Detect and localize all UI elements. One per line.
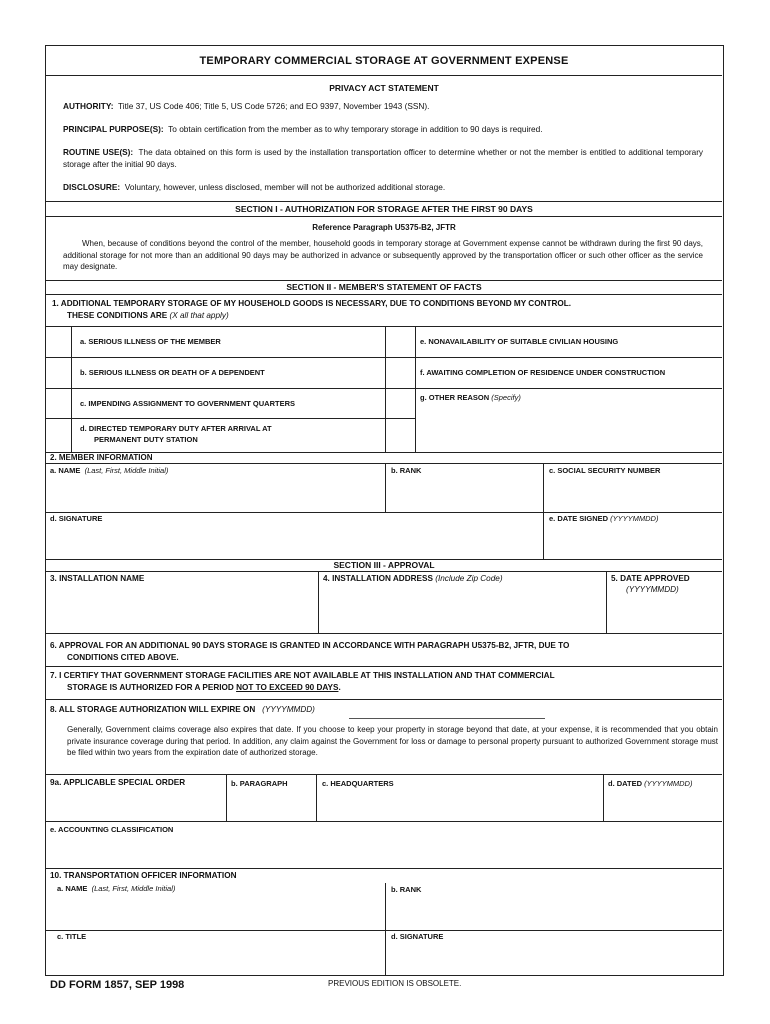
installation-address-note: (Include Zip Code) [435,574,503,583]
condition-b: b. SERIOUS ILLNESS OR DEATH OF A DEPENDENT [80,368,265,377]
date-signed-note: (YYYYMMDD) [610,514,659,523]
form-number: DD FORM 1857, SEP 1998 [50,979,185,991]
divider [46,571,722,572]
checkbox-d[interactable] [46,419,71,452]
item1-line2-text: THESE CONDITIONS ARE [67,311,168,320]
item9d-note: (YYYYMMDD) [644,779,693,788]
divider [318,571,319,633]
divider [46,201,722,202]
divider [71,326,72,452]
divider [46,463,722,464]
officer-name-note: (Last, First, Middle Initial) [91,884,176,893]
authority-text: Title 37, US Code 406; Title 5, US Code 5726; and EO 9397, November 1943 (SSN). [118,101,430,111]
checkbox-g[interactable] [386,389,415,452]
divider [226,774,227,821]
officer-title-input[interactable] [48,944,383,974]
divider [46,774,722,775]
form-title: TEMPORARY COMMERCIAL STORAGE AT GOVERNMENT EXPENSE [199,55,569,67]
divider [46,930,722,931]
condition-e: e. NONAVAILABILITY OF SUITABLE CIVILIAN HOUSING [420,337,619,346]
divider [46,388,415,389]
officer-rank-label: b. RANK [391,885,422,894]
officer-name-input[interactable] [48,896,383,928]
date-approved-note-text: (YYYYMMDD) [626,585,679,594]
officer-name-text: a. NAME [57,884,88,893]
date-approved-input[interactable] [608,598,720,631]
item1-note: (X all that apply) [169,311,229,320]
item7-line2-text: STORAGE IS AUTHORIZED FOR A PERIOD [67,683,234,692]
item7-underlined: NOT TO EXCEED 90 DAYS [236,683,339,692]
date-signed-label [549,514,658,524]
date-approved-label: 5. DATE APPROVED [611,574,690,583]
officer-rank-input[interactable] [387,896,720,928]
divider [46,418,415,419]
installation-address-input[interactable] [320,588,604,631]
disclosure-text: Voluntary, however, unless disclosed, member will not be authorized additional storage. [124,182,446,192]
member-signature-label: d. SIGNATURE [50,514,103,523]
privacy-heading: PRIVACY ACT STATEMENT [329,83,439,93]
item9a-label: 9a. APPLICABLE SPECIAL ORDER [50,778,186,787]
disclosure-row [63,182,445,193]
item8-label [50,705,315,715]
item1-line2 [67,311,229,321]
special-order-input[interactable] [48,791,224,819]
officer-signature-field[interactable] [387,944,720,974]
installation-address-text: 4. INSTALLATION ADDRESS [323,574,433,583]
checkbox-c[interactable] [46,389,71,418]
authority-label: AUTHORITY: [63,101,114,111]
divider [46,357,415,358]
item9c-label: c. HEADQUARTERS [322,779,394,788]
routine-row [63,147,703,170]
installation-name-input[interactable] [48,588,316,631]
item7-line2 [67,683,341,693]
disclosure-label: DISCLOSURE: [63,182,121,192]
member-name-note: (Last, First, Middle Initial) [84,466,169,475]
date-signed-input[interactable] [545,526,720,558]
item8-text: Generally, Government claims coverage also expires that date. If you choose to keep your property in storage beyond that date, at your expense, it is recommended that you obtain private insurance coverage during that period. In addition, any claim against the Government for loss or damage to personal property pursuant to authorized Government storage must be filed within two years from the expiration date of authorized storage. [67,725,718,757]
member-rank-input[interactable] [387,478,542,510]
divider [46,75,722,76]
purpose-label: PRINCIPAL PURPOSE(S): [63,124,164,134]
divider [46,666,722,667]
divider [46,699,722,700]
item9e-label: e. ACCOUNTING CLASSIFICATION [50,825,174,834]
item8-note: (YYYYMMDD) [262,705,315,714]
item1-line1: 1. ADDITIONAL TEMPORARY STORAGE OF MY HOUSEHOLD GOODS IS NECESSARY, DUE TO CONDITIONS BEYOND MY CONTROL. [52,299,572,308]
section3-heading: SECTION III - APPROVAL [333,560,435,570]
form-frame [45,45,724,976]
officer-name-label [57,884,175,894]
purpose-row [63,124,543,135]
authority-row [63,101,429,112]
officer-title-label: c. TITLE [57,932,87,941]
purpose-text: To obtain certification from the member as to why temporary storage in addition to 90 days is required. [168,124,543,134]
section2-heading: SECTION II - MEMBER'S STATEMENT OF FACTS [286,282,482,292]
item9d-text: d. DATED [608,779,643,788]
paragraph-input[interactable] [228,791,314,819]
item8-label-text: 8. ALL STORAGE AUTHORIZATION WILL EXPIRE ON [50,705,256,714]
date-approved-note [626,585,679,595]
checkbox-b[interactable] [46,358,71,388]
condition-d-line1: d. DIRECTED TEMPORARY DUTY AFTER ARRIVAL AT [80,424,272,433]
condition-f: f. AWAITING COMPLETION OF RESIDENCE UNDER CONSTRUCTION [420,368,666,377]
member-ssn-label: c. SOCIAL SECURITY NUMBER [549,466,661,475]
edition-note: PREVIOUS EDITION IS OBSOLETE. [328,979,462,988]
installation-address-label [323,574,503,584]
installation-name-label: 3. INSTALLATION NAME [50,574,145,583]
condition-g-text: g. OTHER REASON [420,393,490,402]
condition-c: c. IMPENDING ASSIGNMENT TO GOVERNMENT QUARTERS [80,399,296,408]
member-ssn-input[interactable] [545,478,720,510]
divider [385,463,386,512]
date-signed-text: e. DATE SIGNED [549,514,609,523]
item6-line2: CONDITIONS CITED ABOVE. [67,653,179,662]
section1-heading: SECTION I - AUTHORIZATION FOR STORAGE AFTER THE FIRST 90 DAYS [235,204,533,214]
item6-line1: 6. APPROVAL FOR AN ADDITIONAL 90 DAYS STORAGE IS GRANTED IN ACCORDANCE WITH PARAGRAPH U5375-B2, JFTR, DUE TO [50,641,570,650]
member-rank-label: b. RANK [391,466,422,475]
divider [46,512,722,513]
member-name-input[interactable] [48,478,384,510]
condition-d-line2: PERMANENT DUTY STATION [94,435,198,444]
accounting-classification-input[interactable] [48,838,720,866]
item9d-label [608,779,692,789]
checkbox-f[interactable] [386,358,415,388]
condition-a: a. SERIOUS ILLNESS OF THE MEMBER [80,337,221,346]
divider [46,280,722,281]
member-signature-field[interactable] [48,526,542,558]
divider [543,463,544,559]
officer-signature-label: d. SIGNATURE [391,932,444,941]
routine-text: The data obtained on this form is used by the installation transportation officer to determine whether or not the member is entitled to additional temporary storage after the initial 90 days. [63,148,704,169]
divider [46,821,722,822]
headquarters-input[interactable] [318,791,601,819]
member-name-label [50,466,168,476]
member-name-text: a. NAME [50,466,81,475]
divider [606,571,607,633]
item10-heading: 10. TRANSPORTATION OFFICER INFORMATION [50,871,237,880]
checkbox-e[interactable] [386,327,415,357]
checkbox-a[interactable] [46,327,71,357]
divider [46,216,722,217]
item7-end: . [338,683,341,692]
section1-reference: Reference Paragraph U5375-B2, JFTR [312,223,456,232]
divider [46,294,722,295]
divider [385,357,722,358]
divider [385,883,386,975]
divider [46,326,722,327]
section1-text: When, because of conditions beyond the control of the member, household goods in temporary storage at Government expense cannot be withdrawn during the first 90 days, additional storage for not more than an additional 90 days may be authorized in advance or subsequently approved by the transportation officer or such other officer as the service may designate. [63,239,703,271]
divider [385,388,722,389]
condition-g-note: (Specify) [491,393,521,402]
routine-label: ROUTINE USE(S): [63,148,134,157]
member-info-heading: 2. MEMBER INFORMATION [50,453,153,462]
divider [46,868,722,869]
other-reason-field[interactable] [418,404,720,450]
dated-input[interactable] [605,791,720,819]
expiration-date-input[interactable] [349,703,545,719]
divider [603,774,604,821]
item9b-label: b. PARAGRAPH [231,779,288,788]
condition-g [420,393,521,403]
item7-line1: 7. I CERTIFY THAT GOVERNMENT STORAGE FACILITIES ARE NOT AVAILABLE AT THIS INSTALLATION AND THAT COMMERCIAL [50,671,555,680]
divider [316,774,317,821]
divider [415,326,416,452]
